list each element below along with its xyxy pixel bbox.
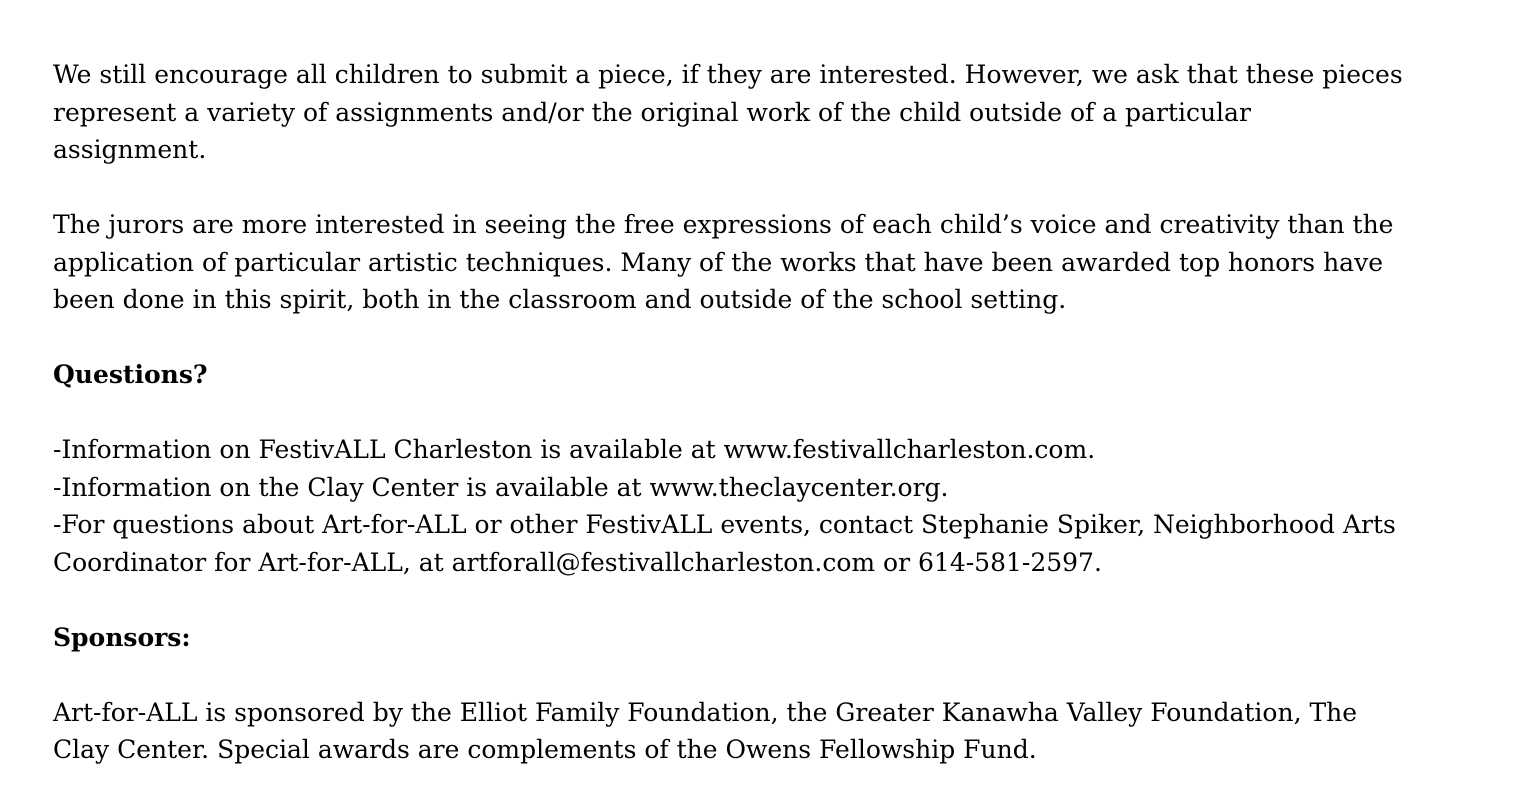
paragraph-line: been done in this spirit, both in the classroom and outside of the school setting. [53, 285, 1067, 314]
list-item: -For questions about Art-for-ALL or other FestivALL events, contact Stephanie Spiker, Neighborhood Arts [53, 510, 1396, 539]
paragraph-line: The jurors are more interested in seeing the free expressions of each child’s voice and creativity than the [53, 210, 1394, 239]
document-page [53, 56, 1493, 769]
questions-list [53, 431, 1493, 581]
sponsors-heading: Sponsors: [53, 622, 191, 652]
list-item: -Information on the Clay Center is available at www.theclaycenter.org. [53, 472, 949, 502]
paragraph-line: represent a variety of assignments and/or the original work of the child outside of a particular [53, 97, 1251, 127]
paragraph-line: Art-for-ALL is sponsored by the Elliot Family Foundation, the Greater Kanawha Valley Foundation, The [53, 697, 1358, 727]
questions-heading: Questions? [53, 360, 208, 389]
jurors-paragraph [53, 206, 1493, 319]
list-item: -Information on FestivALL Charleston is available at www.festivallcharleston.com. [53, 435, 1096, 464]
paragraph-line: assignment. [53, 135, 207, 164]
paragraph-line: We still encourage all children to submit a piece, if they are interested. However, we ask that these pieces [53, 60, 1403, 89]
paragraph-line: Clay Center. Special awards are complements of the Owens Fellowship Fund. [53, 735, 1037, 764]
list-item: Coordinator for Art-for-ALL, at artforall@festivallcharleston.com or 614-581-2597. [53, 547, 1102, 577]
sponsors-paragraph [53, 694, 1493, 769]
paragraph-line: application of particular artistic techniques. Many of the works that have been awarded top honors have [53, 247, 1383, 277]
encouragement-paragraph [53, 56, 1493, 169]
